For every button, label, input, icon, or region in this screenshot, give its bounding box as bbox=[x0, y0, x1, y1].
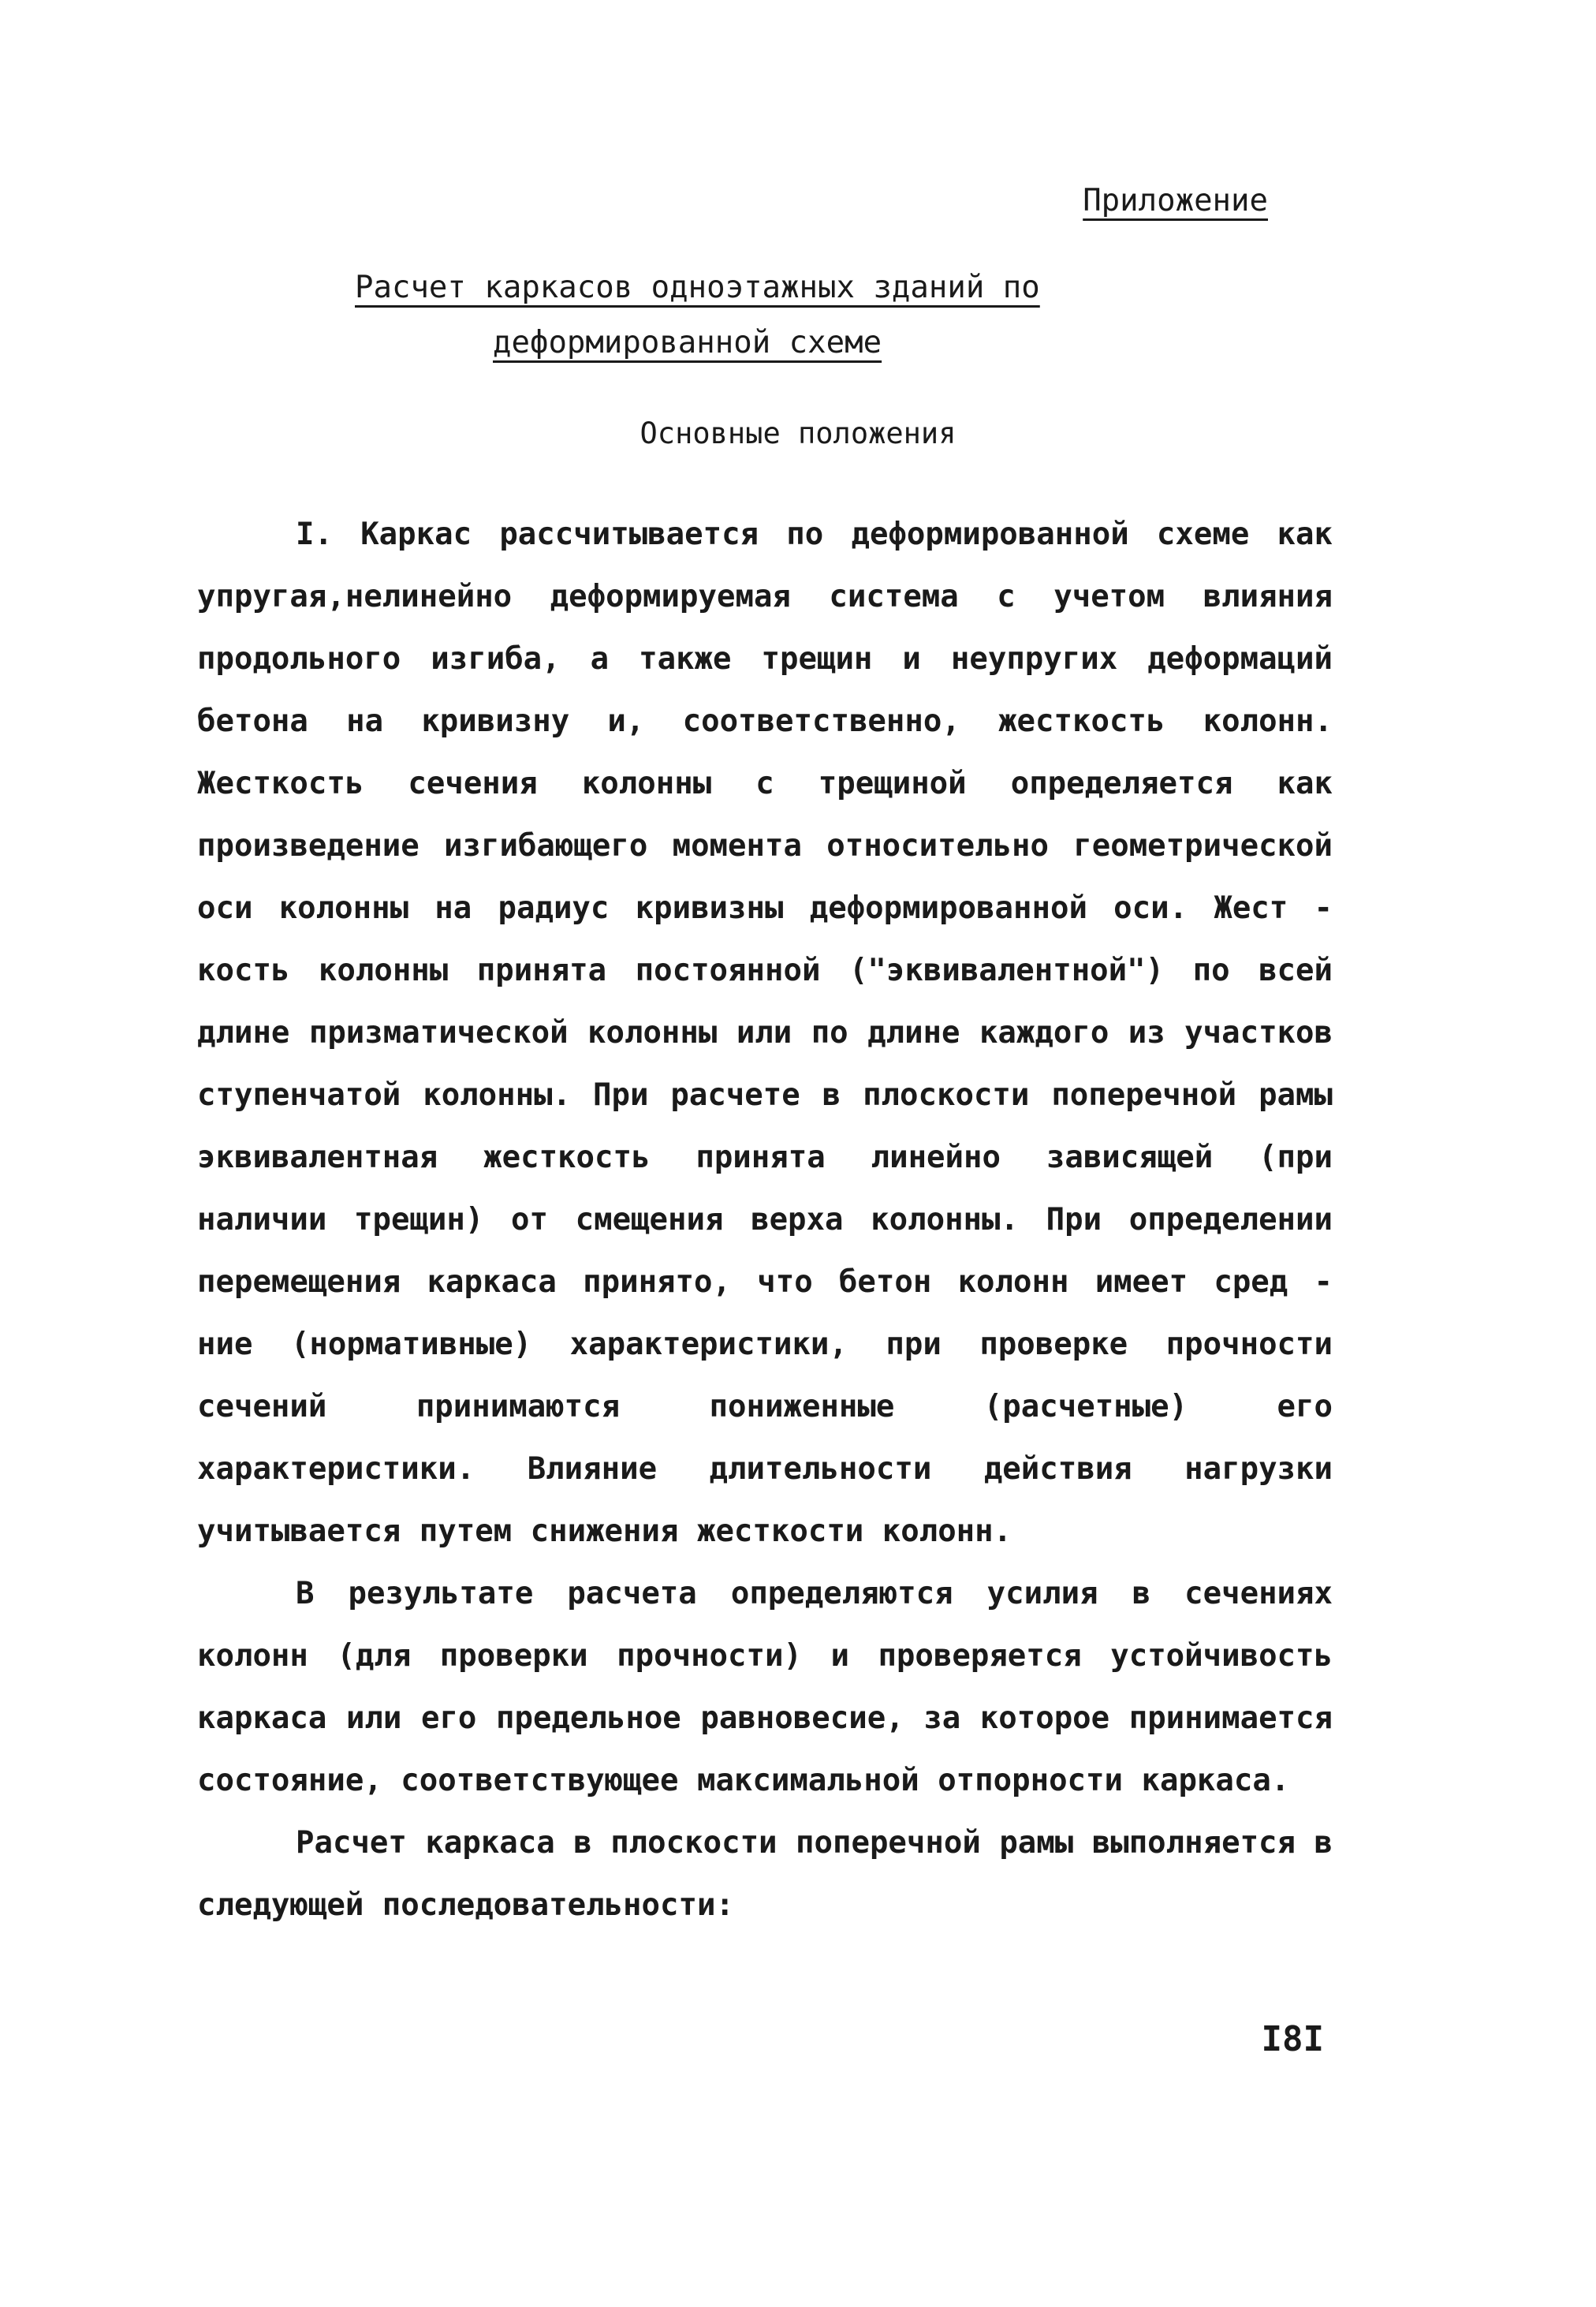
paragraph-3: Расчет каркаса в плоскости поперечной рамы выполняется в следующей последовательности: bbox=[197, 1825, 1333, 1923]
title-line-1: Расчет каркасов одноэтажных зданий по bbox=[355, 270, 1040, 305]
body-text bbox=[197, 503, 1333, 1936]
section-heading: Основные положения bbox=[640, 416, 956, 450]
appendix-label: Приложение bbox=[1083, 183, 1268, 218]
paragraph-1: I. Каркас рассчитывается по деформированной схеме как упругая,нелинейно деформируемая система с учетом влияния продольного изгиба, а также трещин и неупругих деформаций бетона на кривизну и, соответственно, жесткость колонн. Жесткость сечения колонны с трещиной определяется как произведение изгибающего момента относительно геометрической оси колонны на радиус кривизны деформированной оси. Жест - кость колонны принята постоянной ("эквивалентной") по всей длине призматической колонны или по длине каждого из участков ступенчатой колонны. При расчете в плоскости поперечной рамы эквивалентная жесткость принята линейно зависящей (при наличии трещин) от смещения верха колонны. При определении перемещения каркаса принято, что бетон колонн имеет сред - ние (нормативные) характеристики, при проверке прочности сечений принимаются пониженные (расчетные) его характеристики. Влияние длительности действия нагрузки учитывается путем снижения жесткости колонн. bbox=[197, 517, 1333, 1549]
title-line-2: деформированной схеме bbox=[493, 325, 882, 360]
paragraph-2: В результате расчета определяются усилия в сечениях колонн (для проверки прочности) и проверяется устойчивость каркаса или его предельное равновесие, за которое принимается состояние, соответствующее максимальной отпорности каркаса. bbox=[197, 1576, 1333, 1798]
document-title bbox=[355, 260, 1096, 371]
page-number: I8I bbox=[1261, 2019, 1324, 2059]
